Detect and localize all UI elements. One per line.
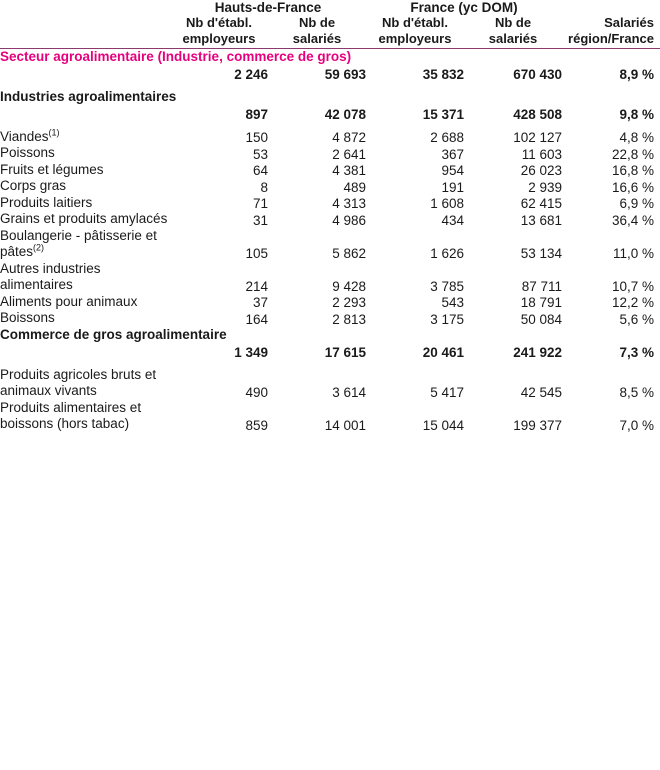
row-value: 3 175 — [430, 311, 464, 327]
row-label-note: (2) — [33, 242, 45, 253]
row-value: 12,2 % — [611, 295, 654, 311]
table-row — [0, 145, 660, 161]
row-value: 59 693 — [324, 66, 366, 82]
sub-header-france-sal-line1: Nb de — [494, 15, 532, 30]
row-value: 2 293 — [332, 295, 366, 311]
row-value: 214 — [245, 278, 268, 294]
row-label: Poissons — [0, 145, 55, 161]
sub-header-region-sal-line1: Nb de — [298, 15, 336, 30]
row-label: Fruits et légumes — [0, 161, 104, 177]
table-row — [0, 211, 660, 227]
row-value: 16,6 % — [611, 179, 654, 195]
row-label — [0, 343, 170, 367]
sub-header-ratio-line1: Salariés — [604, 15, 654, 30]
table-row — [0, 65, 660, 89]
row-value: 42 545 — [520, 384, 562, 400]
section-title-industries-agroalimentaires: Industries agroalimentaires — [0, 88, 177, 104]
row-value: 859 — [245, 417, 268, 433]
row-label — [0, 129, 170, 145]
row-value: 42 078 — [324, 106, 366, 122]
sub-header-region-etab-line2: employeurs — [182, 31, 256, 47]
row-label: Corps gras — [0, 178, 67, 194]
section-title-commerce-de-gros: Commerce de gros agroalimentaire — [0, 326, 227, 342]
row-value: 4 872 — [332, 130, 366, 146]
row-value: 15 371 — [422, 106, 464, 122]
row-value: 4 381 — [332, 163, 366, 179]
row-value: 50 084 — [520, 311, 562, 327]
row-label-text: Boulangerie - pâtisserie et pâtes — [0, 227, 157, 260]
row-value: 5 862 — [332, 245, 366, 261]
row-value: 2 813 — [332, 311, 366, 327]
row-label: Grains et produits amylacés — [0, 211, 168, 227]
row-label: Produits laitiers — [0, 194, 93, 210]
row-value: 428 508 — [513, 106, 562, 122]
row-label — [0, 228, 170, 261]
row-label: Produits alimentaires et boissons (hors tabac) — [0, 399, 142, 432]
row-value: 102 127 — [513, 130, 562, 146]
row-value: 489 — [343, 179, 366, 195]
row-value: 5,6 % — [619, 311, 654, 327]
sub-header-ratio — [562, 15, 660, 48]
row-value: 199 377 — [513, 417, 562, 433]
table-row — [0, 178, 660, 194]
row-label-note: (1) — [48, 127, 60, 138]
row-value: 191 — [441, 179, 464, 195]
sub-header-france-sal-line2: salariés — [488, 31, 538, 47]
section-title-row — [0, 327, 660, 343]
row-value: 897 — [245, 106, 268, 122]
row-value: 2 641 — [332, 146, 366, 162]
row-value: 16,8 % — [611, 163, 654, 179]
row-value: 8,5 % — [619, 384, 654, 400]
group-header-blank-2 — [562, 0, 660, 15]
table-row — [0, 400, 660, 433]
sub-header-france-sal — [464, 15, 562, 48]
table-row — [0, 261, 660, 294]
table-row — [0, 105, 660, 129]
row-value: 2 246 — [234, 66, 268, 82]
row-value: 6,9 % — [619, 196, 654, 212]
row-value: 2 688 — [430, 130, 464, 146]
table-row — [0, 195, 660, 211]
row-value: 9,8 % — [619, 106, 654, 122]
row-value: 543 — [441, 295, 464, 311]
row-value: 5 417 — [430, 384, 464, 400]
section-title-row — [0, 89, 660, 105]
row-label — [0, 65, 170, 89]
table-row — [0, 367, 660, 400]
table-row — [0, 310, 660, 326]
group-header-region: Hauts-de-France — [214, 0, 322, 15]
sub-header-ratio-line2: région/France — [568, 31, 654, 47]
row-value: 1 608 — [430, 196, 464, 212]
row-value: 1 349 — [234, 344, 268, 360]
table-row — [0, 129, 660, 145]
row-value: 36,4 % — [611, 212, 654, 228]
section-title-secteur-agroalimentaire: Secteur agroalimentaire (Industrie, commerce de gros) — [0, 48, 352, 64]
row-value: 105 — [245, 245, 268, 261]
table-row — [0, 343, 660, 367]
row-value: 434 — [441, 212, 464, 228]
row-value: 22,8 % — [611, 146, 654, 162]
row-value: 37 — [252, 295, 268, 311]
row-value: 490 — [245, 384, 268, 400]
row-value: 954 — [441, 163, 464, 179]
row-value: 4,8 % — [619, 130, 654, 146]
row-value: 7,3 % — [619, 344, 654, 360]
row-value: 18 791 — [520, 295, 562, 311]
row-value: 11,0 % — [612, 245, 654, 261]
row-value: 26 023 — [520, 163, 562, 179]
row-value: 164 — [245, 311, 268, 327]
sub-header-region-etab — [170, 15, 268, 48]
group-header-row — [0, 0, 660, 15]
row-value: 62 415 — [520, 196, 562, 212]
sub-header-region-etab-line1: Nb d'établ. — [186, 15, 252, 30]
row-value: 2 939 — [528, 179, 562, 195]
row-label-text: Viandes — [0, 128, 49, 144]
table-row — [0, 294, 660, 310]
row-label: Aliments pour animaux — [0, 293, 138, 309]
row-value: 7,0 % — [619, 417, 654, 433]
row-value: 71 — [252, 196, 268, 212]
row-value: 64 — [252, 163, 268, 179]
row-value: 3 785 — [430, 278, 464, 294]
row-value: 15 044 — [422, 417, 464, 433]
row-value: 53 134 — [520, 245, 562, 261]
row-label: Produits agricoles bruts et animaux vivants — [0, 366, 157, 399]
table-row — [0, 228, 660, 261]
row-label: Autres industries alimentaires — [0, 260, 101, 293]
row-value: 20 461 — [422, 344, 464, 360]
row-value: 13 681 — [520, 212, 562, 228]
row-value: 8,9 % — [619, 66, 654, 82]
row-value: 4 986 — [332, 212, 366, 228]
row-value: 87 711 — [521, 278, 562, 294]
sub-header-france-etab-line1: Nb d'établ. — [382, 15, 448, 30]
row-value: 150 — [245, 130, 268, 146]
row-label — [0, 105, 170, 129]
row-value: 17 615 — [324, 344, 366, 360]
row-value: 9 428 — [332, 278, 366, 294]
row-value: 8 — [260, 179, 268, 195]
row-value: 35 832 — [422, 66, 464, 82]
row-value: 1 626 — [430, 245, 464, 261]
table-row — [0, 162, 660, 178]
row-value: 241 922 — [513, 344, 562, 360]
row-label: Boissons — [0, 310, 55, 326]
row-value: 670 430 — [513, 66, 562, 82]
sub-header-blank — [0, 15, 170, 48]
row-value: 14 001 — [324, 417, 366, 433]
row-value: 11 603 — [521, 146, 562, 162]
row-value: 53 — [252, 146, 268, 162]
section-title-row — [0, 48, 660, 65]
row-value: 3 614 — [332, 384, 366, 400]
row-value: 367 — [441, 146, 464, 162]
sub-header-france-etab — [366, 15, 464, 48]
row-value: 31 — [252, 212, 268, 228]
row-value: 10,7 % — [611, 278, 654, 294]
sub-header-region-sal — [268, 15, 366, 48]
sub-header-france-etab-line2: employeurs — [378, 31, 452, 47]
group-header-france: France (yc DOM) — [410, 0, 518, 15]
sub-header-region-sal-line2: salariés — [292, 31, 342, 47]
group-header-blank — [0, 0, 170, 15]
sub-header-row — [0, 15, 660, 48]
row-value: 4 313 — [332, 196, 366, 212]
